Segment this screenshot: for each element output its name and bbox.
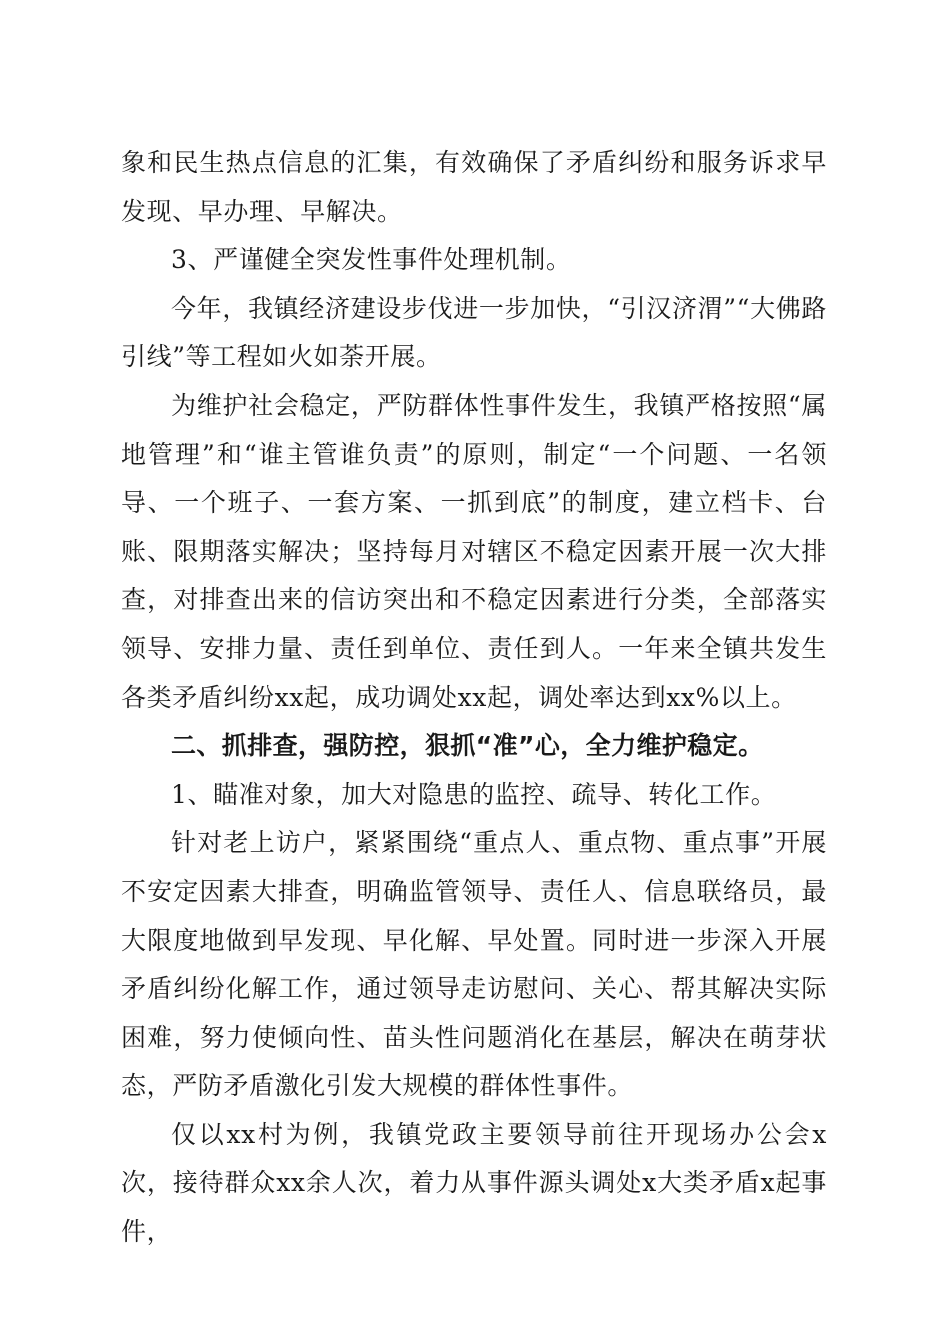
paragraph-economic-construction: 今年，我镇经济建设步伐进一步加快，“引汉济渭”“大佛路引线”等工程如火如荼开展。 xyxy=(121,293,827,372)
paragraph-continuation: 象和民生热点信息的汇集，有效确保了矛盾纠纷和服务诉求早发现、早办理、早解决。 xyxy=(121,148,827,226)
subheading-target-monitoring: 1、瞄准对象，加大对隐患的监控、疏导、转化工作。 xyxy=(171,779,777,809)
paragraph-social-stability: 为维护社会稳定，严防群体性事件发生，我镇严格按照“属地管理”和“谁主管谁负责”的原则，制定“一个问题、一名领导、一个班子、一套方案、一抓到底”的制度，建立档卡、台账、限期落实解决；坚持每月对辖区不稳定因素开展一次大排查，对排查出来的信访突出和不稳定因素进行分类，全部落实领导、安排力量、责任到单位、责任到人。一年来全镇共发生各类矛盾纠纷xx起，成功调处xx起，调处率达到xx%以上。 xyxy=(121,390,827,712)
paragraph-petitioners: 针对老上访户，紧紧围绕“重点人、重点物、重点事”开展不安定因素大排查，明确监管领导、责任人、信息联络员，最大限度地做到早发现、早化解、早处置。同时进一步深入开展矛盾纠纷化解工作，通过领导走访慰问、关心、帮其解决实际困难，努力使倾向性、苗头性问题消化在基层，解决在萌芽状态，严防矛盾激化引发大规模的群体性事件。 xyxy=(121,828,827,1101)
subheading-emergency-mechanism: 3、严谨健全突发性事件处理机制。 xyxy=(171,245,572,275)
section-heading-two: 二、抓排查，强防控，狠抓“准”心，全力维护稳定。 xyxy=(171,731,764,761)
document-body xyxy=(121,139,827,1257)
paragraph-village-example: 仅以xx村为例，我镇党政主要领导前往开现场办公会x次，接待群众xx余人次，着力从事件源头调处x大类矛盾x起事件， xyxy=(121,1119,827,1247)
